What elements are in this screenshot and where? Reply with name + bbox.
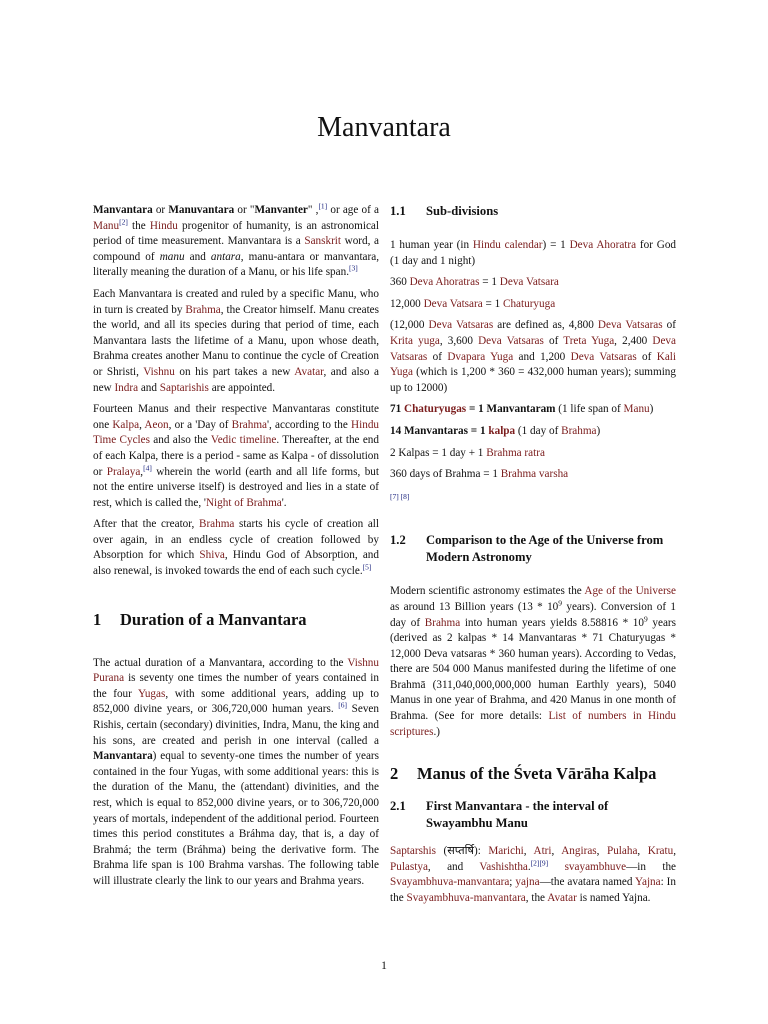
link-yajna[interactable]: Yajna: [635, 876, 661, 889]
text: ,: [551, 845, 562, 858]
text: Each Manvantara is created and ruled by a specific Manu, who in turn is created by: [93, 287, 379, 316]
left-column: [93, 203, 379, 896]
section-number: 2: [390, 764, 399, 784]
link-yajna[interactable]: yajna: [515, 876, 540, 889]
link-krita-yuga[interactable]: Krita yuga: [390, 334, 440, 347]
text: are appointed.: [208, 381, 276, 394]
text: (1 life span of: [555, 403, 624, 416]
link-deva-ahoratra[interactable]: Deva Ahoratra: [569, 239, 637, 251]
subsection-heading: [390, 532, 676, 566]
subsection-heading: [390, 798, 676, 832]
text: ,: [523, 845, 534, 858]
text: , 3,600: [439, 334, 479, 347]
term-bold: Manvanter: [254, 204, 308, 216]
link-aeon[interactable]: Aeon: [144, 418, 169, 431]
text: —in the: [626, 860, 677, 873]
text: —the avatara named: [539, 876, 636, 889]
section-heading: [390, 764, 676, 784]
text: or ": [234, 204, 255, 216]
citations-line: [390, 489, 676, 505]
text: , and also a new: [93, 365, 380, 394]
text: is named Yajna.: [576, 892, 651, 905]
text: the: [127, 219, 150, 232]
text: years (derived as 2 kalpas * 14 Manvantaras * 71 Chaturyugas * 12,000 Deva vatsaras * 360 human years). According to Vedas, there are 504 000 Manus manifested during the lifetime of one Brahmā (311,040,000,000,000 human Earthly years), 5040 Manus in one year of Brahma, and 420 Manus in one month of Brahma. (See for more details:: [390, 616, 676, 723]
link-deva-vatsaras[interactable]: Deva Vatsaras: [478, 334, 544, 347]
term-bold: Manvantara: [93, 750, 153, 763]
section-title: First Manvantara - the interval of Swayambhu Manu: [426, 799, 609, 831]
section-title: Duration of a Manvantara: [120, 609, 307, 629]
paragraph: [390, 467, 676, 483]
text: of: [662, 319, 676, 332]
exponent: 9: [558, 598, 563, 608]
link-brahma[interactable]: Brahma: [231, 418, 268, 431]
text: ,: [637, 845, 648, 858]
text: of: [427, 350, 448, 363]
text: (1 day of: [515, 424, 562, 437]
text: into human years yields 8.58816 * 10: [460, 616, 644, 629]
page-title: Manvantara: [317, 112, 451, 143]
text: Seven Rishis, certain (secondary) divinities, Indra, Manu, the king and his sons, are created and perish in one interval (called a: [93, 703, 379, 747]
link-brahma[interactable]: Brahma: [561, 424, 597, 437]
text: is seventy one times the number of years contained in the four: [93, 672, 379, 700]
term-bold: Manuvantara: [168, 204, 235, 216]
link-avatar[interactable]: Avatar: [294, 365, 324, 378]
paragraph: [390, 318, 676, 396]
text: or age of a: [327, 204, 379, 216]
text: , and: [427, 860, 480, 873]
paragraph: [390, 297, 676, 313]
link-kali-yuga[interactable]: Kali Yuga: [390, 350, 676, 379]
link-manu[interactable]: Manu: [623, 403, 650, 416]
text: , or a 'Day of: [168, 418, 232, 431]
text: ) equal to seventy-one times the number of years contained in the four Yugas, with some additional years: this is the duration of the Manu, the (attendant) divinities, and the rest, which is equal to 852,000 divine years, or to 306,720,000 years of mortals, independent of the additional period. Fourteen times this period constitutes a Bráhma day, that is, a day of Brahmá; the term (Bráhma) being the derivative form. The Brahma life span is 100 Brahma varshas. The following table will illustrate clearly the link to our years and Brahma years.: [93, 750, 379, 887]
text: 360: [390, 276, 410, 289]
link-deva-ahoratras[interactable]: Deva Ahoratras: [409, 276, 480, 289]
paragraph: [390, 446, 676, 462]
link-shiva[interactable]: Shiva: [199, 549, 225, 562]
text: = 1: [479, 276, 500, 289]
text: wherein the world (earth and all life forms, but not the entire universe itself) is destroyed and lies in a state of rest, which is called the, ': [93, 465, 379, 509]
link-sanskrit[interactable]: Sanskrit: [304, 235, 342, 248]
link-saptarshis[interactable]: Saptarshis: [390, 845, 436, 858]
text: ,: [596, 845, 607, 858]
citation[interactable]: [5]: [362, 562, 372, 572]
link-brahma-varsha[interactable]: Brahma varsha: [500, 468, 569, 481]
link-angiras[interactable]: Angiras: [561, 845, 597, 858]
term-italic: manu: [159, 250, 185, 263]
text: , manu-antara or manvantara, literally meaning the duration of a Manu, or his life span.: [93, 250, 380, 279]
text: and: [184, 250, 211, 263]
link-marichi[interactable]: Marichi: [488, 845, 524, 858]
link-chaturyugas[interactable]: Chaturyugas: [403, 403, 467, 416]
paragraph: [390, 238, 676, 269]
text: '.: [281, 496, 287, 509]
text: [548, 861, 564, 873]
section-number: 1: [93, 609, 102, 629]
text: for God (1 day and 1 night): [390, 239, 677, 267]
link-manu[interactable]: Manu: [93, 219, 120, 232]
link-brahma[interactable]: Brahma: [198, 518, 235, 531]
text: 1 human year (in: [390, 239, 473, 251]
text: = 1: [482, 297, 503, 310]
text: ,: [139, 418, 145, 431]
term-bold: 14 Manvantaras = 1: [390, 424, 489, 437]
link-hindu[interactable]: Hindu: [149, 219, 178, 232]
section-number: 1.1: [390, 204, 406, 218]
link-deva-vatsaras[interactable]: Deva Vatsaras: [597, 319, 663, 332]
text: 12,000: [390, 297, 424, 310]
text: or: [152, 204, 169, 216]
text: Fourteen Manus and their respective Manvantaras constitute one: [93, 403, 379, 431]
section-title: Sub-divisions: [426, 204, 499, 218]
term-italic: antara: [210, 250, 241, 263]
text: .): [433, 725, 441, 738]
link-night-of-brahma[interactable]: Night of Brahma: [205, 496, 282, 509]
paragraph: [93, 402, 379, 511]
link-brahma[interactable]: Brahma: [424, 616, 461, 629]
link-dvapara-yuga[interactable]: Dvapara Yuga: [447, 350, 514, 363]
text: ,: [140, 465, 144, 478]
link-vashishtha[interactable]: Vashishtha: [479, 860, 528, 873]
text: " ,: [307, 204, 319, 216]
term-bold: 71: [390, 403, 404, 416]
section-heading: [93, 610, 379, 630]
link-saptarishis[interactable]: Saptarishis: [159, 381, 209, 394]
text: and: [138, 381, 160, 394]
paragraph: [93, 287, 379, 396]
text: ;: [509, 876, 516, 889]
text: . Thereafter, at the end of each Kalpa, there is a period - same as Kalpa - of dissolution or: [93, 434, 379, 478]
link-indra[interactable]: Indra: [114, 381, 139, 394]
citation[interactable]: [2]: [119, 216, 128, 226]
link-deva-vatsara[interactable]: Deva Vatsara: [423, 297, 483, 310]
text: , 2,400: [614, 334, 653, 347]
text: , Hindu God of Absorption, and also renewal, is invoked towards the end of each such cycle.: [93, 549, 379, 578]
link-list-of-numbers[interactable]: List of numbers in Hindu scriptures: [390, 710, 676, 738]
link-deva-vatsaras[interactable]: Deva Vatsaras: [428, 319, 494, 332]
paragraph: [390, 275, 676, 291]
text: ,: [673, 845, 677, 858]
text: of: [636, 350, 657, 363]
link-pulaha[interactable]: Pulaha: [606, 845, 638, 858]
link-deva-vatsara[interactable]: Deva Vatsara: [499, 276, 559, 289]
text: are defined as, 4,800: [493, 319, 598, 332]
link-hindu-time-cycles[interactable]: Hindu Time Cycles: [93, 418, 379, 447]
link-yugas[interactable]: Yugas: [138, 687, 166, 700]
text: on his part takes a new: [174, 365, 295, 378]
term-bold: = 1 Manvantaram: [466, 403, 556, 416]
link-vishnu[interactable]: Vishnu: [143, 365, 175, 378]
right-column: [390, 203, 676, 913]
exponent: 9: [644, 613, 648, 623]
text: , the: [525, 892, 548, 905]
text: The actual duration of a Manvantara, according to the: [93, 656, 348, 669]
text: : In the: [390, 876, 676, 905]
text: , the Creator himself. Manu creates the world, and all its species during that period of time, each Manvantara lasts the lifetime of a Manu, upon whose death, Brahma creates another Manu to continue the cycle of Creation or Shristi,: [93, 303, 379, 378]
citation[interactable]: [8]: [400, 491, 410, 501]
text: (सप्तर्षि):: [436, 845, 489, 858]
link-pulastya[interactable]: Pulastya: [390, 860, 428, 873]
page-number: 1: [381, 960, 387, 972]
term-bold: Manvantara: [93, 204, 153, 216]
citation[interactable]: [7]: [390, 491, 399, 501]
link-deva-vatsaras[interactable]: Deva Vatsaras: [570, 350, 637, 363]
text: ) = 1: [542, 239, 570, 251]
text: and 1,200: [513, 350, 571, 363]
section-title: Comparison to the Age of the Universe from Modern Astronomy: [426, 533, 664, 565]
intro-paragraph: [93, 203, 379, 281]
text: of: [543, 334, 564, 347]
citation[interactable]: [4]: [143, 462, 152, 472]
citation[interactable]: [9]: [539, 858, 549, 868]
text: ): [649, 403, 654, 416]
link-treta-yuga[interactable]: Treta Yuga: [563, 334, 615, 347]
link-atri[interactable]: Atri: [533, 845, 552, 858]
text: word, a compound of: [93, 235, 379, 263]
citation[interactable]: [3]: [349, 263, 358, 273]
link-hindu-calendar[interactable]: Hindu calendar: [472, 239, 543, 251]
text: 360 days of Brahma = 1: [390, 468, 501, 481]
text: ', according to the: [267, 418, 352, 431]
text: (12,000: [390, 319, 429, 332]
paragraph: [93, 517, 379, 579]
subsection-heading: [390, 203, 676, 220]
link-kratu[interactable]: Kratu: [647, 845, 674, 858]
citation[interactable]: [6]: [338, 700, 348, 710]
link-vedic-timeline[interactable]: Vedic timeline: [210, 434, 277, 447]
citation[interactable]: [2]: [530, 858, 540, 868]
section-title: Manus of the Śveta Vārāha Kalpa: [417, 764, 657, 784]
link-deva-vatsaras[interactable]: Deva Vatsaras: [390, 334, 676, 363]
paragraph: [390, 584, 676, 740]
text: .: [527, 860, 531, 873]
text: years). Conversion of 1 day of: [390, 600, 676, 629]
text: and also the: [149, 434, 211, 447]
link-vishnu-purana[interactable]: Vishnu Purana: [93, 656, 379, 685]
paragraph: [390, 844, 676, 906]
text: (which is 1,200 * 360 = 432,000 human years); summing up to 12000): [390, 366, 676, 394]
paragraph: [93, 656, 379, 890]
text: starts his cycle of creation all over again, in an endless cycle of creation followed by Absorption for which: [93, 518, 379, 562]
text: ): [596, 424, 601, 437]
link-svayambhuva-manvantara[interactable]: Svayambhuva-manvantara: [406, 892, 526, 905]
text: 2 Kalpas = 1 day + 1: [390, 446, 487, 459]
text: as around 13 Billion years (13 * 10: [390, 600, 559, 613]
text: Modern scientific astronomy estimates the: [390, 585, 585, 598]
link-chaturyuga[interactable]: Chaturyuga: [502, 297, 556, 310]
text: progenitor of humanity, is an astronomical period of time measurement. Manvantara is a: [93, 219, 379, 248]
text: , with some additional years, adding up to 852,000 divine years, or 306,720,000 human years.: [93, 687, 380, 716]
link-svayambhuva-manvantara[interactable]: Svayambhuva-manvantara: [390, 876, 510, 889]
link-brahma-ratra[interactable]: Brahma ratra: [486, 446, 545, 459]
link-age-of-the-universe[interactable]: Age of the Universe: [584, 585, 676, 598]
link-brahma[interactable]: Brahma: [185, 303, 221, 316]
text: After that the creator,: [93, 518, 199, 531]
citation[interactable]: [1]: [318, 201, 328, 211]
link-svayambhuve[interactable]: svayambhuve: [564, 860, 627, 873]
link-kalpa[interactable]: kalpa: [488, 424, 516, 437]
link-kalpa[interactable]: Kalpa: [112, 418, 140, 431]
paragraph: [390, 424, 676, 440]
link-pralaya[interactable]: Pralaya: [106, 465, 141, 478]
section-number: 1.2: [390, 533, 406, 548]
link-avatar[interactable]: Avatar: [547, 892, 577, 905]
section-number: 2.1: [390, 799, 406, 814]
paragraph: [390, 402, 676, 418]
